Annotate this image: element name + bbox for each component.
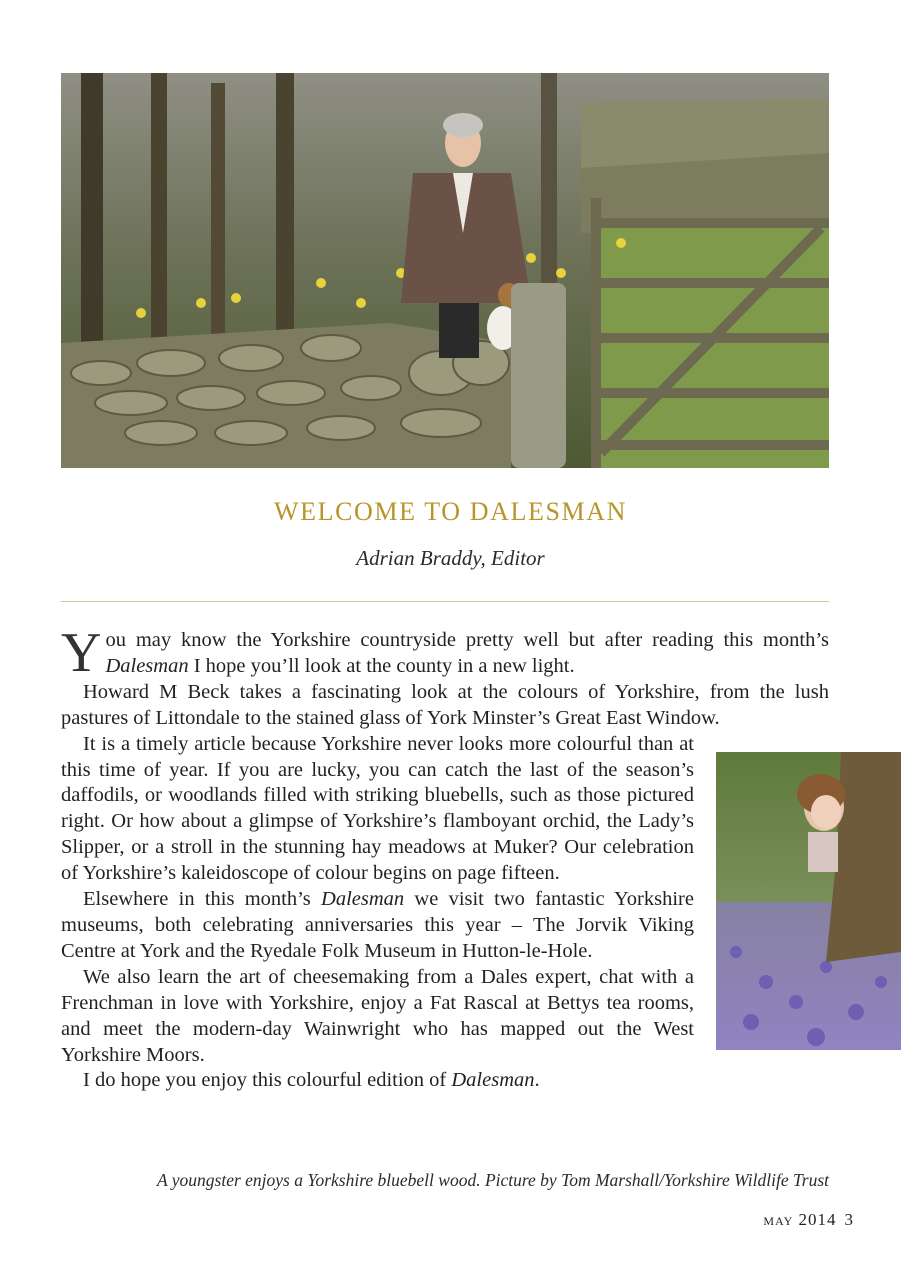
paragraph-4-end: we visit two fantastic Yorkshire museums, both celebrating anniversaries this year – The Jorvik Viking Centre at York and the Ryedale Folk Museum in Hutton-le-Hole. — [61, 888, 694, 962]
page-footer — [763, 1210, 853, 1230]
editor-photo — [61, 73, 829, 468]
paragraph-1 — [61, 622, 829, 684]
drop-cap: Y — [61, 622, 102, 684]
bluebell-photo — [788, 752, 901, 1050]
page-title: WELCOME TO DALESMAN — [274, 497, 627, 526]
paragraph-1-end: I hope you’ll look at the county in a new light. — [188, 654, 575, 677]
paragraph-5: We also learn the art of cheesemaking from a Dales expert, chat with a Frenchman in love with Yorkshire, enjoy a Fat Rascal at Bettys tea rooms, and meet the modern-day Wainwright who has mapped out the West Yorkshire Moors. — [61, 965, 694, 1066]
divider — [61, 601, 829, 602]
paragraph-3: It is a timely article because Yorkshire never looks more colourful than at this time of year. If you are lucky, you can catch the last of the season’s daffodils, or woodlands filled with striking bluebells, such as those pictured right. Or how about a glimpse of Yorkshire’s flamboyant orchid, the Lady’s Slipper, or a stroll in the stunning hay meadows at Muker? Our celebration of Yorkshire’s kaleidoscope of colour begins on page fifteen. — [61, 732, 694, 885]
paragraph-4 — [61, 887, 829, 965]
paragraph-4-start: Elsewhere in this month’s — [83, 888, 322, 911]
paragraph-6-start: I do hope you enjoy this colourful edition of — [83, 1069, 452, 1092]
page-number: 3 — [844, 1210, 853, 1229]
paragraph-1-text: ou may know the Yorkshire countryside pretty well but after reading this month’s — [105, 629, 829, 651]
article-body — [61, 622, 829, 1094]
photo-caption: A youngster enjoys a Yorkshire bluebell wood. Picture by Tom Marshall/Yorkshire Wildlife Trust — [157, 1170, 829, 1190]
paragraph-2: Howard M Beck takes a fascinating look at the colours of Yorkshire, from the lush pastures of Littondale to the stained glass of York Minster’s Great East Window. — [61, 680, 829, 729]
magazine-name: Dalesman — [105, 654, 189, 677]
paragraph-6 — [61, 1068, 829, 1094]
magazine-name: Dalesman — [321, 888, 405, 911]
issue-date: may 2014 — [763, 1210, 837, 1229]
byline: Adrian Braddy, Editor — [356, 546, 545, 570]
magazine-name: Dalesman — [451, 1069, 535, 1092]
paragraph-6-end: . — [534, 1069, 540, 1092]
